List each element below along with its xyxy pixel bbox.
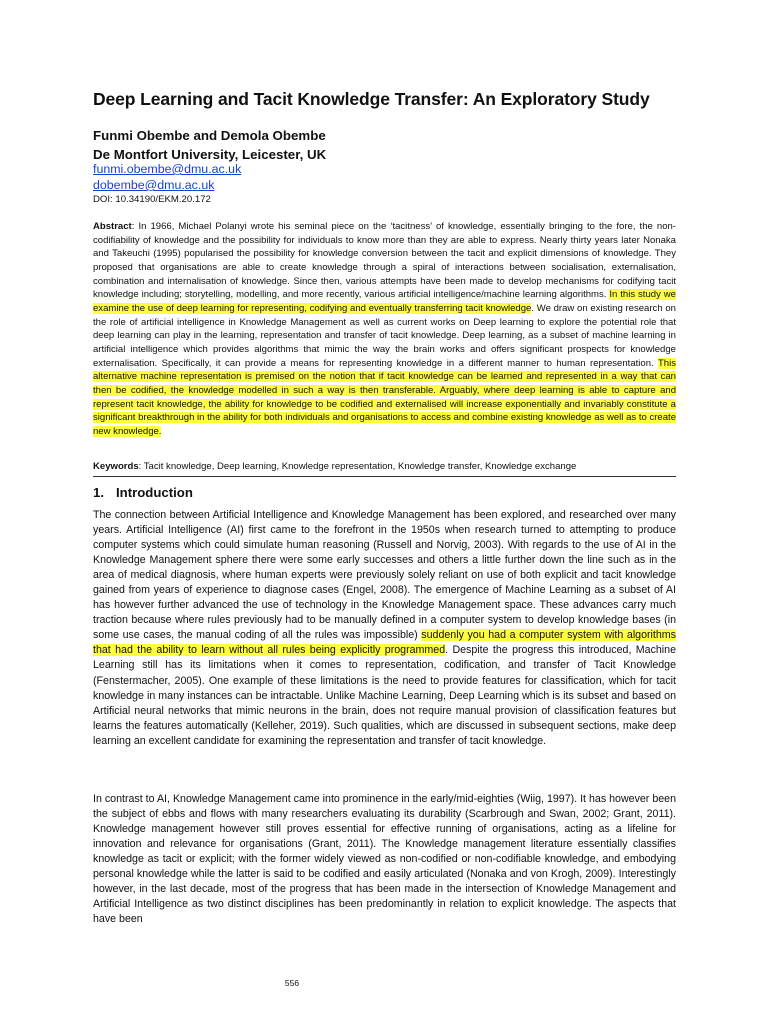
section-heading xyxy=(93,485,193,500)
abstract-highlight: In this study we examine the use of deep learning for representing, codifying and eventually transferring tacit knowledge xyxy=(93,289,676,314)
paper-title: Deep Learning and Tacit Knowledge Transfer: An Exploratory Study xyxy=(93,89,650,109)
author-names: Funmi Obembe and Demola Obembe xyxy=(93,128,326,143)
keywords xyxy=(93,461,676,472)
email-link-funmi[interactable]: funmi.obembe@dmu.ac.uk xyxy=(93,162,242,176)
abstract-label: Abstract xyxy=(93,221,132,232)
email-link-dobembe[interactable]: dobembe@dmu.ac.uk xyxy=(93,178,215,192)
abstract xyxy=(93,220,676,439)
body-text: The connection between Artificial Intelligence and Knowledge Management has been explored, and researched over many years. Artificial Intelligence (AI) first came to the forefront in the 1950s when research turned to attempting to produce computer systems which could simulate human reasoning (Russell and Norvig, 2003). With regards to the use of AI in the Knowledge Management sphere there were some early successes and others a little further down the line such as in the area of medical diagnosis, where human experts were previously solely reliant on use of both explicit and tacit knowledge gained from years of experience to diagnose cases (Engel, 2008). The emergence of Machine Learning as a subset of AI has however further advanced the use of technology in the Knowledge Management space. These advances carry much traction because where rules previously had to be manually defined in a computer system to develop knowledge bases (in some use cases, the manual coding of all the rules was impossible) xyxy=(93,509,676,642)
section-title: Introduction xyxy=(116,485,193,500)
keywords-label: Keywords xyxy=(93,461,139,472)
section-divider xyxy=(93,476,676,477)
abstract-text: . We draw on existing research on the role of artificial intelligence in Knowledge Management as well as current works on Deep learning to explore the potential role that deep learning can play in the learning, representation and transfer of tacit knowledge. Deep learning, as a subset of machine learning in artificial intelligence which provides algorithms that mimic the way the brain works and offers significant prospects for knowledge externalisation. Specifically, it can provide a means for representing knowledge in a different manner to human representation. xyxy=(93,302,676,369)
abstract-highlight: This alternative machine representation is premised on the notion that if tacit knowledge can be learned and represented in a way that can then be codified, the knowledge modelled in such a way is then transferable. Arguably, where deep learning is able to capture and represent tacit knowledge, the ability for knowledge to be codified and externalised will increase exponentially and invariably constitute a significant breakthrough in the ability for both individuals and organisations to access and combine existing knowledge as well as to create new knowledge. xyxy=(93,357,676,437)
intro-paragraph-2: In contrast to AI, Knowledge Management came into prominence in the early/mid-eighties (Wiig, 1997). It has however been the subject of ebbs and flows with many researchers evaluating its durability (Scarbrough and Swan, 2002; Grant, 2011). Knowledge management however still proves essential for effective running of organisations, acting as a lifeline for innovation and relevance for organisations (Grant, 2011). The Knowledge management literature essentially classifies knowledge as tacit or explicit; with the former widely viewed as non-codified or non-codifiable knowledge, and embodying personal knowledge while the latter is said to be codified and easily articulated (Nonaka and von Krogh, 2009). Interestingly however, in the last decade, most of the progress that has been made in the intersection of Knowledge Management and Artificial Intelligence as two distinct disciplines has been predominantly in relation to explicit knowledge. The aspects that have been xyxy=(93,793,676,926)
abstract-text: : In 1966, Michael Polanyi wrote his seminal piece on the ‘tacitness’ of knowledge, essentially bringing to the fore, the non-codifiability of knowledge and the possibility for individuals to know more than they are able to express. Nearly thirty years later Nonaka and Takeuchi (1995) popularised the possibility for knowledge conversion between the tacit and explicit dimensions of knowledge. They proposed that organisations are able to create knowledge through a spiral of interactions between socialisation, externalisation, combination and internalisation of knowledge. Since then, various attempts have been made to develop mechanisms for codifying tacit knowledge including; storytelling, modelling, and more recently, various artificial intelligence/machine learning algorithms. xyxy=(93,221,676,301)
body-highlight: suddenly you had a computer system with algorithms that had the ability to learn without all rules being explicitly programmed xyxy=(93,629,676,657)
section-number: 1. xyxy=(93,485,104,500)
intro-paragraph-1 xyxy=(93,508,676,749)
keywords-text: : Tacit knowledge, Deep learning, Knowledge representation, Knowledge transfer, Knowledge exchange xyxy=(138,461,577,472)
body-text: . Despite the progress this introduced, Machine Learning still has its limitations when it comes to representation, codification, and transfer of Tacit Knowledge (Fenstermacher, 2005). One example of these limitations is the need to provide features for classification, which for tacit knowledge in many instances can be intractable. Unlike Machine Learning, Deep Learning which is its subset and based on Artificial neural networks that mimic neurons in the brain, does not require manual provision of classification features but learns the features automatically (Kelleher, 2019). Such qualities, which are discussed in subsequent sections, make deep learning an excellent candidate for examining the representation and transfer of tacit knowledge. xyxy=(93,644,677,747)
page-number: 556 xyxy=(284,978,300,988)
affiliation: De Montfort University, Leicester, UK xyxy=(93,147,327,162)
doi: DOI: 10.34190/EKM.20.172 xyxy=(93,194,211,205)
author-block xyxy=(93,126,326,164)
